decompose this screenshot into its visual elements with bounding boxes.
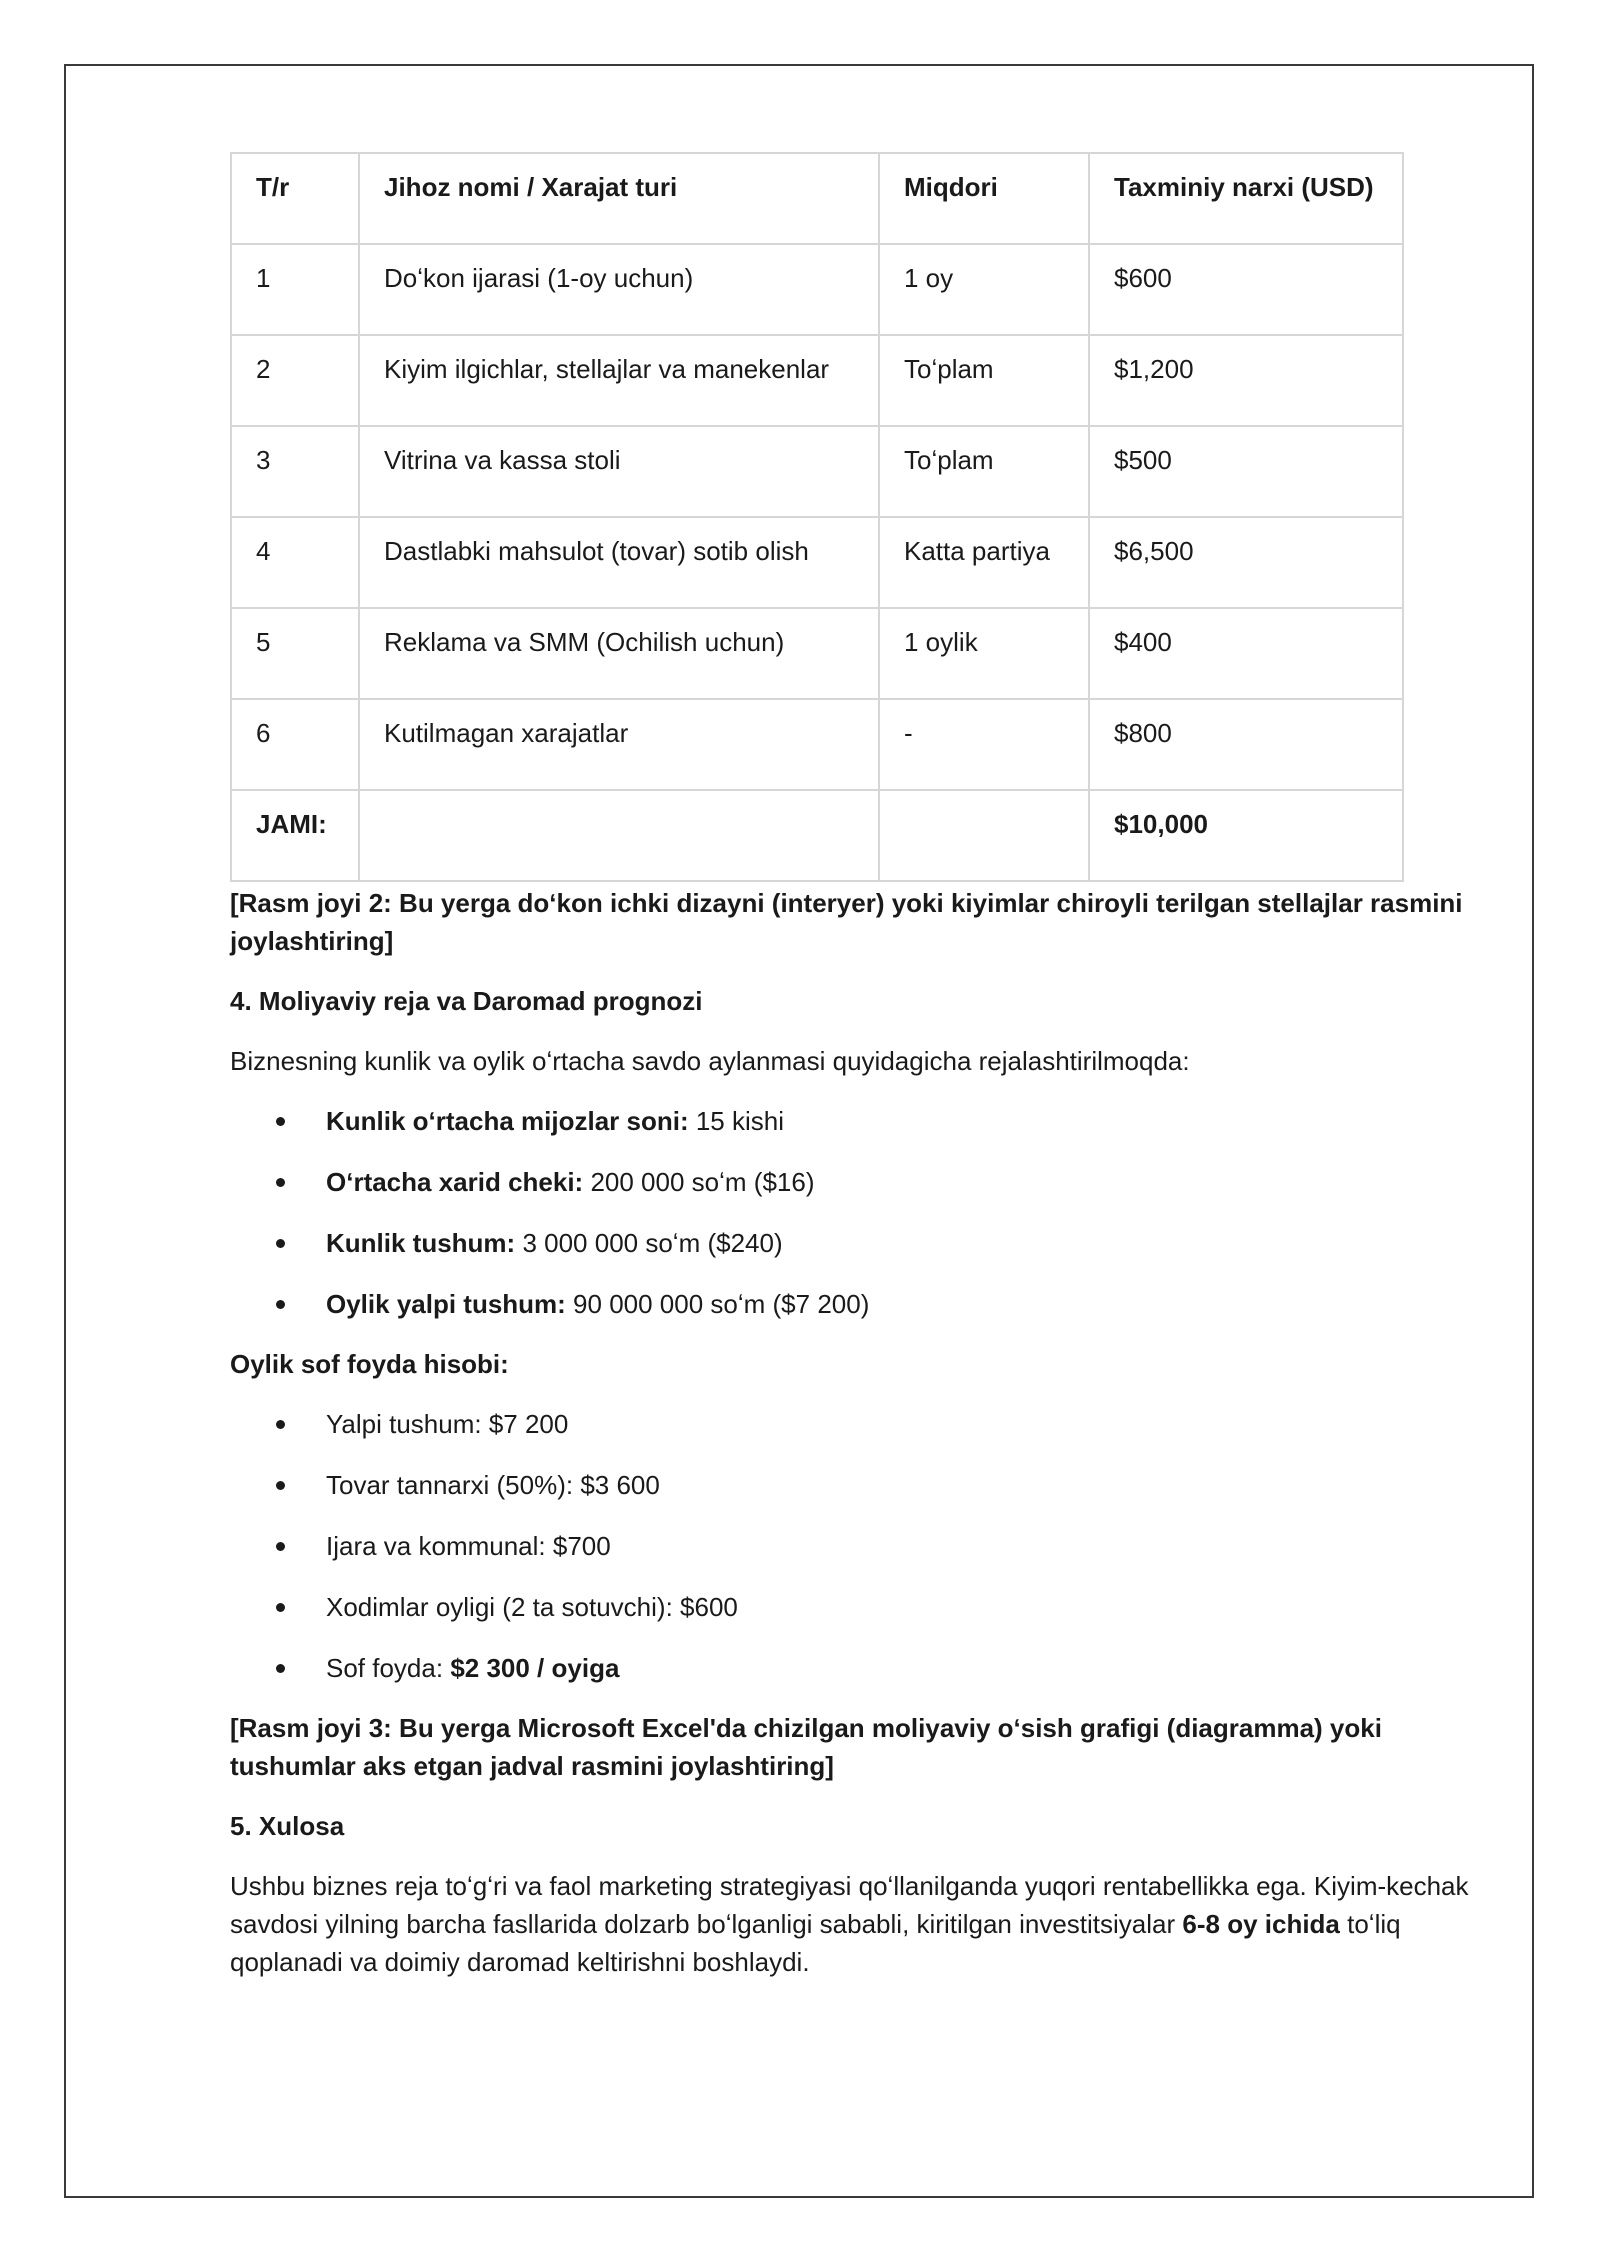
list-item [230,1588,1490,1626]
header-cell: Miqdori [879,153,1089,244]
item-label: Oʻrtacha xarid cheki: [326,1167,584,1197]
conclusion-highlight: 6-8 oy ichida [1182,1909,1340,1939]
header-cell: T/r [231,153,359,244]
bullet-icon [276,1239,285,1248]
total-label: JAMI: [231,790,359,881]
item-value: 15 kishi [688,1106,785,1136]
table-row [231,608,1403,699]
table-cell: Toʻplam [879,426,1089,517]
list-item [230,1466,1490,1504]
table-cell: 6 [231,699,359,790]
table-cell: $600 [1089,244,1403,335]
table-cell: 2 [231,335,359,426]
section-4-heading: 4. Moliyaviy reja va Daromad prognozi [230,986,703,1016]
list-item [230,1285,1490,1323]
table-row [231,517,1403,608]
item-label: Oylik yalpi tushum: [326,1289,566,1319]
table-cell: 1 [231,244,359,335]
bullet-icon [276,1542,285,1551]
table-row [231,335,1403,426]
table-cell: Dastlabki mahsulot (tovar) sotib olish [359,517,879,608]
list-item [230,1163,1490,1201]
table-cell [359,790,879,881]
table-cell: Reklama va SMM (Ochilish uchun) [359,608,879,699]
item-text: Xodimlar oyligi (2 ta sotuvchi): $600 [326,1592,738,1622]
header-cell: Jihoz nomi / Xarajat turi [359,153,879,244]
table-header-row [231,153,1403,244]
header-cell: Taxminiy narxi (USD) [1089,153,1403,244]
bullet-icon [276,1178,285,1187]
table-cell: $6,500 [1089,517,1403,608]
table-cell: Doʻkon ijarasi (1-oy uchun) [359,244,879,335]
conclusion-text: Ushbu biznes reja toʻgʻri va faol marketing strategiyasi qoʻllanilganda yuqori rentabellikka ega. Kiyim-kechak savdosi yilning barcha fasllarida dolzarb boʻlganligi sababli, kiritilgan investitsiyalar [230,1871,1469,1939]
list-item [230,1649,1490,1687]
list-item [230,1224,1490,1262]
conclusion-paragraph [230,1867,1490,1981]
item-value: 200 000 soʻm ($16) [583,1167,815,1197]
table-cell: Katta partiya [879,517,1089,608]
item-text: Tovar tannarxi (50%): $3 600 [326,1470,660,1500]
item-label: Kunlik oʻrtacha mijozlar soni: [326,1106,689,1136]
item-text: Yalpi tushum: $7 200 [326,1409,569,1439]
table-total-row [231,790,1403,881]
table-cell: $500 [1089,426,1403,517]
table-cell: 1 oylik [879,608,1089,699]
item-text: Ijara va kommunal: $700 [326,1531,611,1561]
table-cell: 1 oy [879,244,1089,335]
table-cell [879,790,1089,881]
item-value: 90 000 000 soʻm ($7 200) [565,1289,870,1319]
bullet-icon [276,1603,285,1612]
bullet-icon [276,1420,285,1429]
list-item [230,1405,1490,1443]
image-placeholder-2: [Rasm joyi 2: Bu yerga doʻkon ichki dizayni (interyer) yoki kiyimlar chiroyli terilgan stellajlar rasmini joylashtiring] [230,888,1463,956]
section-4-intro: Biznesning kunlik va oylik oʻrtacha savdo aylanmasi quyidagicha rejalashtirilmoqda: [230,1046,1190,1076]
table-row [231,699,1403,790]
document-content [230,152,1490,1981]
list-item [230,1102,1490,1140]
profit-heading: Oylik sof foyda hisobi: [230,1349,509,1379]
bullet-icon [276,1117,285,1126]
item-label: Kunlik tushum: [326,1228,516,1258]
table-cell: Kutilmagan xarajatlar [359,699,879,790]
bullet-icon [276,1300,285,1309]
bullet-icon [276,1481,285,1490]
table-cell: - [879,699,1089,790]
list-item [230,1527,1490,1565]
section-5-heading: 5. Xulosa [230,1811,345,1841]
table-cell: 3 [231,426,359,517]
net-profit-value: $2 300 / oyiga [450,1653,620,1683]
table-cell: 5 [231,608,359,699]
bullet-icon [276,1664,285,1673]
table-cell: Kiyim ilgichlar, stellajlar va manekenlar [359,335,879,426]
item-label: Sof foyda: [326,1653,451,1683]
table-cell: Toʻplam [879,335,1089,426]
table-cell: 4 [231,517,359,608]
item-value: 3 000 000 soʻm ($240) [515,1228,783,1258]
table-row [231,244,1403,335]
table-row [231,426,1403,517]
conclusion-text-end: toʻliq qoplanadi va doimiy daromad keltirishni boshlaydi. [230,1909,1401,1977]
total-value: $10,000 [1089,790,1403,881]
table-cell: $800 [1089,699,1403,790]
revenue-list [230,1102,1490,1323]
image-placeholder-3: [Rasm joyi 3: Bu yerga Microsoft Excel'da chizilgan moliyaviy oʻsish grafigi (diagramma) yoki tushumlar aks etgan jadval rasmini joylashtiring] [230,1713,1382,1781]
table-cell: Vitrina va kassa stoli [359,426,879,517]
table-cell: $400 [1089,608,1403,699]
expense-table [230,152,1404,882]
profit-list [230,1405,1490,1687]
table-cell: $1,200 [1089,335,1403,426]
